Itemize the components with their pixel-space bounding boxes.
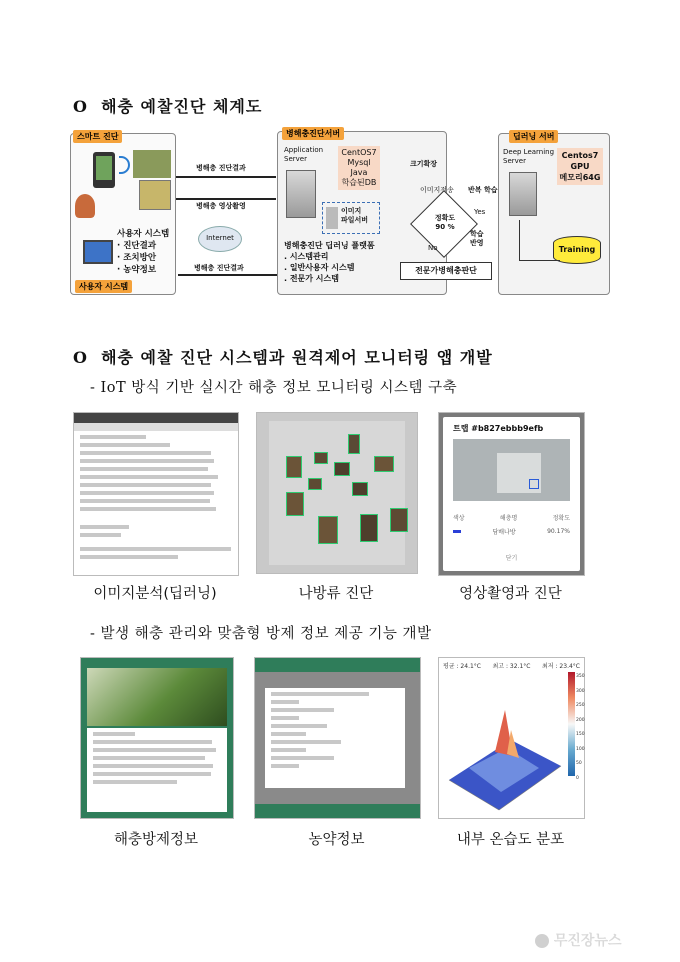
moth-box xyxy=(287,457,301,477)
pesticide-bottom-bar xyxy=(255,804,420,818)
spec-lang: Java xyxy=(350,168,368,177)
section2-marker: O xyxy=(73,348,88,367)
dl-specs xyxy=(557,148,603,185)
watermark xyxy=(535,930,622,950)
caption-moth-diagnosis: 나방류 진단 xyxy=(298,586,374,602)
tick: 50 xyxy=(576,761,582,766)
tick: 200 xyxy=(576,717,585,723)
pest-grid-photo xyxy=(139,180,171,210)
platform-box xyxy=(284,240,378,284)
learning-apply-label: 학습 반영 xyxy=(470,230,484,247)
trap-camera-image xyxy=(453,439,570,501)
caption-temperature: 내부 온습도 분포 xyxy=(456,832,565,848)
accuracy-label: 정확도 90 % xyxy=(434,214,456,231)
trap-title: 트랩 #b827ebbb9efb xyxy=(453,424,544,433)
section1-title: 해충 예찰진단 체계도 xyxy=(101,97,263,116)
moth-box xyxy=(375,457,393,471)
caption-pest-control: 해충방제정보 xyxy=(113,832,199,848)
close-button[interactable]: 닫기 xyxy=(505,555,518,562)
moth-box xyxy=(361,515,377,541)
bullet-pest-management: - 발생 해충 관리와 맞춤형 방제 정보 제공 기능 개발 xyxy=(90,626,432,642)
spec-trained-db: 학습된DB xyxy=(341,178,377,187)
dl-spec-mem: 메모리64G xyxy=(559,173,601,182)
heatmap-avg: 평균 : 24.1°C xyxy=(443,663,481,670)
moth-box xyxy=(309,479,321,489)
pest-photo xyxy=(133,150,171,178)
dl-spec-gpu: GPU xyxy=(570,162,590,171)
terminal-screenshot xyxy=(73,412,239,576)
dl-spec-os: Centos7 xyxy=(561,151,599,160)
color-swatch xyxy=(453,530,461,533)
app-server-label: Application Server xyxy=(284,146,324,163)
plant-photo xyxy=(87,668,227,726)
computer-icon xyxy=(83,240,113,264)
yes-label: Yes xyxy=(474,208,486,216)
moth-box xyxy=(319,517,337,543)
col-pest: 해충명 xyxy=(499,515,518,522)
wireless-icon xyxy=(119,156,130,174)
terminal-titlebar xyxy=(74,413,238,423)
spec-os: CentOS7 xyxy=(341,148,377,157)
trap-app-screenshot xyxy=(438,412,585,576)
arrow-result2-label: 병해충 진단결과 xyxy=(194,264,244,272)
platform-item-user: . 일반사용자 시스템 xyxy=(284,263,355,272)
training-loop-arrow xyxy=(519,220,560,261)
heatmap-max: 최고 : 32.1°C xyxy=(492,663,531,670)
cell-pest: 담배나방 xyxy=(492,529,516,536)
image-transfer-label: 이미지전송 xyxy=(420,186,454,194)
tick: 300 xyxy=(576,688,585,694)
user-system-label: 사용자 시스템 xyxy=(75,280,132,293)
colorbar-ticks xyxy=(576,670,585,786)
user-system-title: 사용자 시스템 xyxy=(117,229,170,239)
heatmap-stats xyxy=(443,661,580,670)
spec-db: Mysql xyxy=(347,158,371,167)
dl-server-name: Deep Learning Server xyxy=(503,148,555,165)
user-item-action: · 조치방안 xyxy=(117,253,157,263)
heatmap-min: 최저 : 23.4°C xyxy=(542,663,580,670)
section1-heading xyxy=(73,94,262,117)
server-specs xyxy=(338,146,380,190)
tick: 100 xyxy=(576,746,585,752)
caption-pesticide: 농약정보 xyxy=(308,832,365,848)
tick: 150 xyxy=(576,732,585,737)
moth-box xyxy=(349,435,359,453)
pesticide-dialog xyxy=(265,688,405,788)
training-cylinder: Training xyxy=(553,236,601,264)
user-item-pesticide: · 농약정보 xyxy=(117,265,157,275)
tick: 0 xyxy=(576,775,579,781)
watermark-text: 무진장뉴스 xyxy=(553,933,622,949)
image-server-label: 이미지 파일서버 xyxy=(341,207,369,224)
pest-control-text xyxy=(87,728,227,812)
internet-label: Internet xyxy=(206,234,234,242)
heatmap-colorbar xyxy=(568,672,575,776)
col-accuracy: 정확도 xyxy=(552,515,570,522)
platform-title: 병해충진단 딥러닝 플랫폼 xyxy=(284,241,375,250)
bullet-iot: - IoT 방식 기반 실시간 해충 정보 모니터링 시스템 구축 xyxy=(90,380,458,396)
size-expand-label: 크기확장 xyxy=(410,160,438,168)
diagnosis-server-label: 병해충진단서버 xyxy=(282,127,344,140)
file-server-icon xyxy=(326,207,338,229)
section1-marker: O xyxy=(73,97,88,116)
col-color: 색상 xyxy=(453,515,465,522)
user-item-result: · 진단결과 xyxy=(117,241,157,251)
moth-box xyxy=(287,493,303,515)
smart-diagnosis-panel xyxy=(70,133,176,295)
caption-capture-diagnosis: 영상촬영과 진단 xyxy=(459,586,562,602)
pest-control-screenshot xyxy=(80,657,234,819)
pesticide-info-screenshot xyxy=(254,657,421,819)
moth-box xyxy=(335,463,349,475)
dl-server-panel xyxy=(498,133,610,295)
watermark-logo-icon xyxy=(535,934,549,948)
section2-heading xyxy=(73,345,493,368)
arrow-capture xyxy=(176,198,276,200)
arrow-result2 xyxy=(178,274,278,276)
platform-item-admin: . 시스템관리 xyxy=(284,252,329,261)
moth-box xyxy=(391,509,407,531)
temperature-heatmap-screenshot xyxy=(438,657,585,819)
smart-diagnosis-label: 스마트 진단 xyxy=(73,130,122,143)
no-label: No xyxy=(428,244,438,252)
moth-detection-screenshot xyxy=(256,412,418,574)
section2-title: 해충 예찰 진단 시스템과 원격제어 모니터링 앱 개발 xyxy=(101,348,493,367)
cell-accuracy: 90.17% xyxy=(547,528,570,535)
arrow-capture-label: 병해충 영상촬영 xyxy=(196,202,246,210)
tick: 350 xyxy=(576,674,585,679)
repeat-learning-label: 반복 학습 xyxy=(468,186,498,194)
pesticide-app-bar xyxy=(255,658,420,672)
caption-image-analysis: 이미지분석(딥러닝) xyxy=(93,586,217,602)
platform-item-expert: . 전문가 시스템 xyxy=(284,274,339,283)
heatmap-plot xyxy=(439,670,584,818)
tick: 250 xyxy=(576,703,585,708)
terminal-menubar xyxy=(74,423,238,431)
farmer-icon xyxy=(75,194,95,218)
moth-box xyxy=(315,453,327,463)
image-file-server xyxy=(322,202,380,234)
trap-table-header xyxy=(453,513,570,522)
smartphone-icon xyxy=(93,152,115,188)
arrow-result-label: 병해충 진단결과 xyxy=(196,164,246,172)
arrow-result xyxy=(176,176,276,178)
internet-cloud-icon xyxy=(198,226,242,252)
dl-server-icon xyxy=(509,172,537,216)
system-diagram xyxy=(70,128,610,300)
dl-server-label: 딥러닝 서버 xyxy=(509,130,558,143)
trap-table-row xyxy=(453,527,570,536)
moth-box xyxy=(353,483,367,495)
user-system-box xyxy=(117,228,169,276)
app-server-icon xyxy=(286,170,316,218)
expert-judgement-box: 전문가병해충판단 xyxy=(400,262,492,280)
